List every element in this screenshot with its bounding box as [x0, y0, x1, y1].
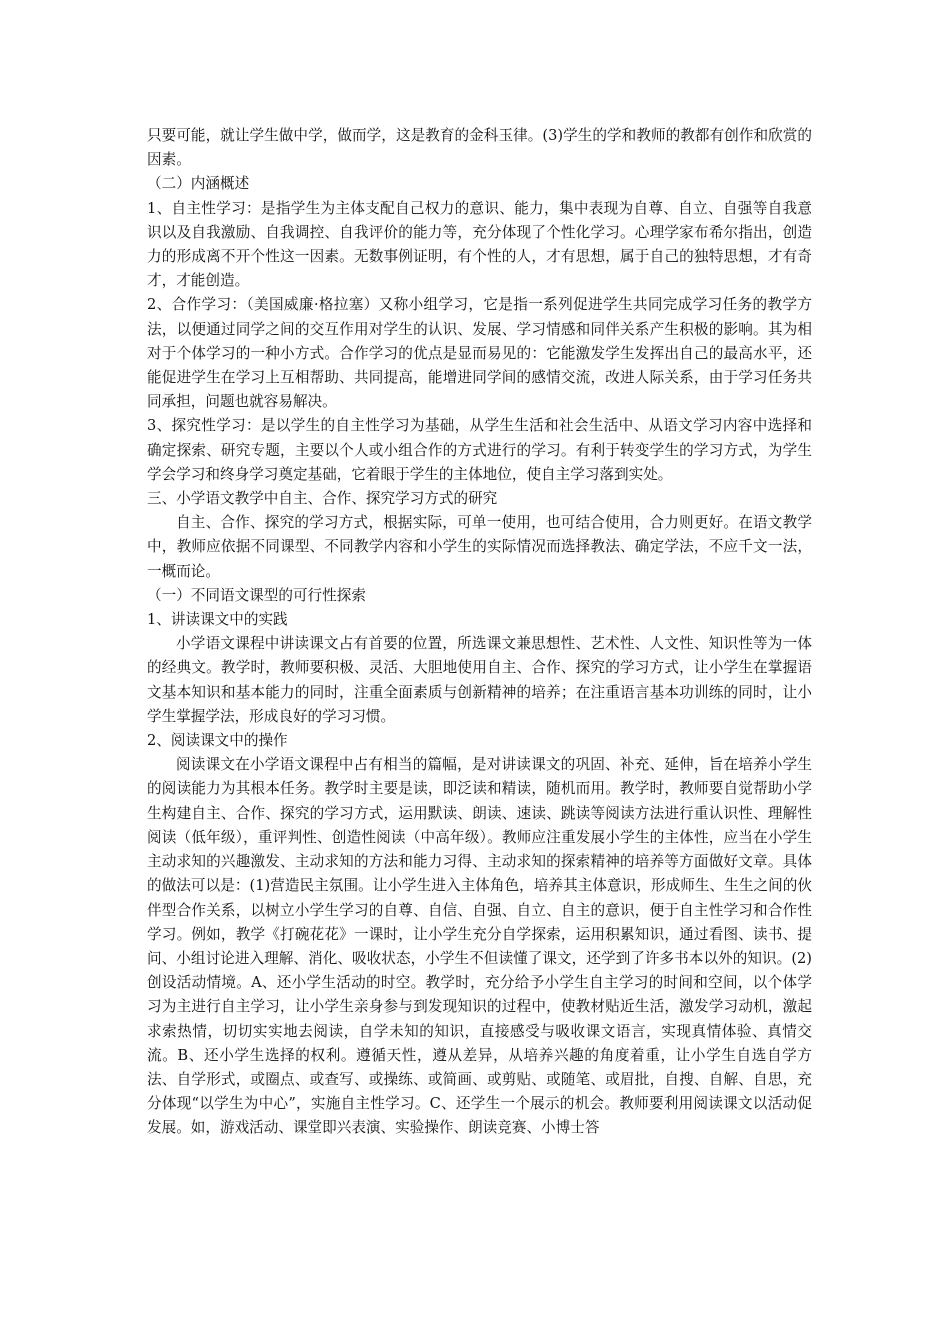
section-heading: 2、阅读课文中的操作 [147, 732, 288, 750]
section-heading: （二）内涵概述 [147, 175, 250, 193]
body-paragraph: 2、合作学习：（美国威廉·格拉塞）又称小组学习，它是指一系列促进学生共同完成学习任务的教学方法，以便通过同学之间的交互作用对学生的认识、发展、学习情感和同伴关系产生积极的影响。其为相对于个体学习的一种小方式。合作学习的优点是显而易见的：它能激发学生发挥出自己的最高水平，还能促进学生在学习上互相帮助、共同提高，能增进同学间的感情交流，改进人际关系，由于学习任务共同承担，问题也就容易解决。 [147, 296, 812, 411]
section-heading: （一）不同语文课型的可行性探索 [147, 586, 366, 604]
body-paragraph: 3、探究性学习：是以学生的自主性学习为基础，从学生生活和社会生活中、从语文学习内容中选择和确定探索、研究专题，主要以个人或小组合作的方式进行的学习。有利于转变学生的学习方式，为学生学会学习和终身学习奠定基础，它着眼于学生的主体地位，使自主学习落到实处。 [147, 417, 812, 483]
body-paragraph: 小学语文课程中讲读课文占有首要的位置，所选课文兼思想性、艺术性、人文性、知识性等为一体的经典文。教学时，教师要积极、灵活、大胆地使用自主、合作、探究的学习方式，让小学生在掌握语文基本知识和基本能力的同时，注重全面素质与创新精神的培养；在注重语言基本功训练的同时，让小学生掌握学法，形成良好的学习习惯。 [147, 635, 812, 725]
body-paragraph: 自主、合作、探究的学习方式，根据实际，可单一使用，也可结合使用，合力则更好。在语文教学中，教师应依据不同课型、不同教学内容和小学生的实际情况而选择教法、确定学法，不应千文一法，一概而论。 [147, 514, 812, 580]
section-heading: 三、小学语文教学中自主、合作、探究学习方式的研究 [147, 490, 498, 508]
document-page [147, 124, 812, 1141]
body-paragraph: 1、自主性学习：是指学生为主体支配自己权力的意识、能力，集中表现为自尊、自立、自强等自我意识以及自我激励、自我调控、自我评价的能力等，充分体现了个性化学习。心理学家布希尔指出，创造力的形成离不开个性这一因素。无数事例证明，有个性的人，才有思想，属于自己的独特思想，才有奇才，才能创造。 [147, 199, 812, 290]
body-paragraph: 阅读课文在小学语文课程中占有相当的篇幅，是对讲读课文的巩固、补充、延伸，旨在培养小学生的阅读能力为其根本任务。教学时主要是读，即泛读和精读，随机而用。教学时，教师要自觉帮助小学生构建自主、合作、探究的学习方式，运用默读、朗读、速读、跳读等阅读方法进行重认识性、理解性阅读（低年级），重评判性、创造性阅读（中高年级）。教师应注重发展小学生的主体性，应当在小学生主动求知的兴趣激发、主动求知的方法和能力习得、主动求知的探索精神的培养等方面做好文章。具体的做法可以是：(1)营造民主氛围。让小学生进入主体角色，培养其主体意识，形成师生、生生之间的伙伴型合作关系，以树立小学生学习的自尊、自信、自强、自立、自主的意识，便于自主性学习和合作性学习。例如，教学《打碗花花》一课时，让小学生充分自学探索，运用积累知识，通过看图、读书、提问、小组讨论进入理解、消化、吸收状态，小学生不但读懂了课文，还学到了许多书本以外的知识。(2)创设活动情境。A、还小学生活动的时空。教学时，充分给予小学生自主学习的时间和空间，以个体学习为主进行自主学习，让小学生亲身参与到发现知识的过程中，使教材贴近生活，激发学习动机，激起求索热情，切切实实地去阅读，自学未知的知识，直接感受与吸收课文语言，实现真情体验、真情交流。B、还小学生选择的权利。遵循天性，遵从差异，从培养兴趣的角度着重，让小学生自选自学方法、自学形式，或圈点、或查写、或操练、或简画、或剪贴、或随笔、或眉批，自搜、自解、自思，充分体现“以学生为中心”，实施自主性学习。C、还学生一个展示的机会。教师要利用阅读课文以活动促发展。如，游戏活动、课堂即兴表演、实验操作、朗读竞赛、小博士答 [147, 756, 812, 1137]
section-heading: 1、讲读课文中的实践 [147, 611, 288, 629]
body-paragraph: 只要可能，就让学生做中学，做而学，这是教育的金科玉律。(3)学生的学和教师的教都有创作和欣赏的因素。 [147, 127, 812, 169]
